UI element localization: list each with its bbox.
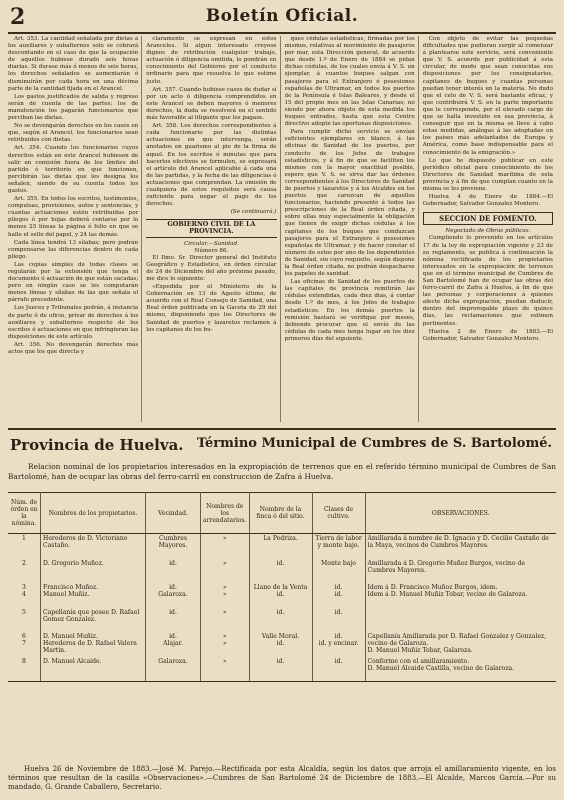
- cell-owner: Capellanía que posee D. Rafael Gomez Gonzalez.: [41, 608, 146, 633]
- cell-cultivation: Monte bajo: [312, 559, 365, 584]
- cell-owner: D. Manuel Alcaide.: [41, 657, 146, 682]
- paragraph: ques cédulas estadísticas, firmadas por los mismos, relativas al movimiento de pasajeros por mar, esta Dirección general, de acuerdo que desde 1.º de Enero de 1884 se pidan dichas cédulas, de los cuales envía á V. S. un ejemplar, á cuantos buques salgan con pasajeros para el Extranjero ó posesiones españolas de Ultramar, en todos los puertos de la Península é Islas Baleares, y desde el 15 del propio mes en las Islas Canarias; no siendo por ahora objeto de esta medida los buques entrados, hasta que esta Centro directivo adopte las oportunas disposiciones.: [284, 36, 415, 128]
- cell-observations: [365, 608, 556, 633]
- cell-tenant: »: [201, 608, 250, 633]
- cell-owner: Francisco Muñoz. Manuel Muñiz.: [41, 583, 146, 608]
- cell-owner: D. Manuel Muñiz. Herederos de D. Rafael Valera Martin.: [41, 632, 146, 657]
- cell-tenant: » »: [201, 583, 250, 608]
- cell-vecindad: id.: [146, 608, 201, 633]
- cell-cultivation: id.: [312, 608, 365, 633]
- cell-estate: Llano de la Venta id.: [249, 583, 312, 608]
- table-row: [8, 657, 556, 682]
- cell-observations: Idem á D. Francisco Muñoz Burgos, idem. Idem á D. Manuel Muñiz Tobar, vecino de Galaroza.: [367, 584, 528, 599]
- cell-tenant: »: [201, 657, 250, 682]
- newspaper-title: Boletín Oficial.: [205, 6, 359, 26]
- article-columns: [8, 36, 556, 422]
- cell-number: 6 7: [8, 632, 41, 657]
- paragraph: No se devengarán derechos en los casos en que, según el Arancel, los funcionarios sean retribuidos con dietas.: [8, 123, 139, 144]
- table-row: [8, 583, 556, 608]
- cell-observations: Amillarada á D. Gregorio Muñoz Burgos, vecino de Cumbres Mayores.: [367, 559, 525, 574]
- paragraph: «Expedida por el Ministerio de la Gobernación en 13 de Agosto último, de acuerdo con el Real Consejo de Sanidad, una Real órden publicada en la Gaceta de 29 del mismo, disponiendo que los Directores de Sanidad de puertos y lazaretos reclamen á los capitanes de los bu-: [146, 284, 277, 333]
- table-body: [8, 534, 556, 682]
- paragraph: Art. 357. Cuando hubiese casos de dudar si por un acto ó diligencia comprendidos en este Arancel se deben mayores ó menores derechos, la duda se resolverá en el sentido más favorable al litigante que los pagase.: [146, 86, 277, 122]
- col-header-vecindad: Vecindad.: [146, 493, 201, 534]
- province-title: Provincia de Huelva.: [10, 436, 184, 454]
- cell-number: 2: [8, 559, 41, 584]
- page-number: 2: [10, 4, 26, 30]
- cell-vecindad: id. Alajar.: [146, 632, 201, 657]
- column-1: [8, 36, 142, 422]
- paragraph: Con objeto de evitar las pequeñas dificultades que pudieran surgir al comenzar á plantearse este servicio, será conveniente que V. S. acuerde por publicidad á esta circular, de modo que sean conocidas sus disposiciones por los consignatarios, capitanes de buques y cuantas personas puedan tener interés en la materia. No dudo que el celo de V. S. será bastante eficaz, y que contribuirá V. S. en la parte importante que le corresponde, por el elevado cargo de que se halla investido en esa provincia, á conseguir que en la misma se lleve á cabo estas medidas, análogas á las adoptadas en los países más adelantados de Europa y América, como base indispensable para el conocimiento de la emigración.»: [422, 36, 553, 156]
- section-box-title: SECCION DE FOMENTO.: [423, 212, 553, 225]
- footnote: Huelva 26 de Noviembre de 1883.—José M. Parejo.—Rectificada por esta Alcaldía, según los datos que arroja el amillaramiento vigente, en los términos que resultan de la casilla «Observaciones».—Cumbres de San Bartolomé 24 de Diciembre de 1883.—El Alcalde, Marcos García.—Por su mandado, G. Grande Caballero, Secretario.: [8, 765, 556, 791]
- negociado-title: Negociado de Obras públicas.: [445, 228, 531, 235]
- relation-intro: Relacion nominal de los propietarios interesados en la expropiación de terrenos que en el referido término municipal de Cumbres de San Bartolomé, han de ocupar las obras del ferro-carril en construccion de Zafra á Huelva.: [8, 462, 556, 481]
- cell-cultivation: id. id. y encinar.: [312, 632, 365, 657]
- table-header-row: [8, 493, 556, 534]
- signature-line: Huelva 4 de Enero de 1884.—El Gobernador, Salvador Gonzalez Montero.: [422, 194, 553, 208]
- cell-observations: Capellanía Amillarada por D. Rafael Gonzalez y Gonzalez, vecino de Galaroza. D. Manuel Muñiz Tobar, Galaroza.: [367, 633, 547, 655]
- cell-number: 8: [8, 657, 41, 682]
- paragraph: claramente se expresan en estos Aranceles. Si algun interesado creyese dignos de retribución cualquier trabajo, actuación ó diligencia omitida, lo pondrán en conocimiento del Gobierno por el conducto ordinario para que resuelva lo que estime justo.: [146, 36, 277, 85]
- column-4: [423, 36, 556, 422]
- page-header: [8, 4, 556, 34]
- cell-owner: Herederos de D. Victoriano Castaño.: [41, 534, 146, 559]
- cell-estate: id.: [249, 608, 312, 633]
- cell-vecindad: id. Galaroza.: [146, 583, 201, 608]
- paragraph: El Ilmo. Sr. Director general del Instituto Geográfico y Estadístico, en órden circular de 24 de Diciembre del año próximo pasado, me dice lo siguiente:: [146, 254, 277, 282]
- cell-tenant: » »: [201, 632, 250, 657]
- col-header-cultivation: Clases de cultivo.: [312, 493, 365, 534]
- cell-cultivation: id.: [312, 657, 365, 682]
- cell-owner: D. Gregorio Muñoz.: [41, 559, 146, 584]
- paragraph: Lo que he dispuesto publicar en este periódico oficial para conocimiento de los Directores de Sanidad marítima de esta provincia y á fin de que cumplan cuanto en la misma se les previene.: [422, 157, 553, 192]
- col-header-tenants: Nombres de los arrendatarios.: [201, 493, 250, 534]
- table-row: [8, 534, 556, 559]
- cell-cultivation: Tierra de labor y monte bajo.: [312, 534, 365, 559]
- cell-estate: id.: [249, 657, 312, 682]
- col-header-estate: Nombre de la finca ó del sitio.: [249, 493, 312, 534]
- cell-estate: id.: [249, 559, 312, 584]
- paragraph: Art. 356. No devengarán derechos más actos que los que directa y: [8, 341, 139, 356]
- cell-estate: Valle Moral. id.: [249, 632, 312, 657]
- col-header-owners: Nombres de los propietarios.: [41, 493, 146, 534]
- circular-number: Número 86.: [194, 247, 229, 254]
- cell-tenant: »: [201, 534, 250, 559]
- circular-title: Circular.—Sanidad.: [183, 240, 239, 247]
- cell-observations: Amillarada á nombre de D. Ignacio y D. Cecilio Castaño de la Maya, vecinos de Cumbres Mayores.: [367, 535, 549, 550]
- column-3: [285, 36, 419, 422]
- cell-number: 3 4: [8, 583, 41, 608]
- paragraph: Las copias simples de todas clases se regularán por la extensión que tenga el documento ó actuación de que están sacadas; pero en ningún caso se les computarán menos líneas y sílabas de las que señala el párrafo precedente.: [8, 261, 139, 304]
- expropriation-section: [8, 428, 556, 794]
- cell-vecindad: Cumbres Mayores.: [146, 534, 201, 559]
- cell-vecindad: Galaroza.: [146, 657, 201, 682]
- cell-number: 5: [8, 608, 41, 633]
- paragraph: Para cumplir dicho servicio se envían suficientes ejemplares en blanco, á las oficinas de Sanidad de los puertos, por conducto de los Jefes de trabajos estadísticos, y á fin de que se faciliten los mismos con la mayor exactitud posible, espero que V. S. se sirva dar las órdenes correspondientes á los Directores de Sanidad de puertos y lazaretos y á los Alcaldes en los puertos que carezcan de aquellos funcionarios, haciendo presente á todos las prescripciones de la Real órden citada, y sobre ellas muy especialmente la obligación que tienen de exigir dichas cédulas á los capitanes de los buques que conduzcan pasajeros para el Extranjero ó posesiones españolas de Ultramar, y de hacer constar el número de estos por uno de los dependientes de Sanidad, sin cuyo requisito, según dispone la Real órden citada, no podrán despacharse los papeles de sanidad.: [284, 129, 415, 278]
- table-row: [8, 632, 556, 657]
- cell-number: 1: [8, 534, 41, 559]
- paragraph: Art. 355. En todos los escritos, testimonios, compulsas, provisiones, autos y sentencias, y cuantas actuaciones estén retribuidas por pliegos ó por hojas deberá contarse por lo menos 25 líneas la página ó folio en que se halle el sello del papel, y 24 las demás.: [8, 196, 139, 238]
- paragraph: Cumpliendo lo prevenido en los artículos 17 de la ley de expropiación vigente y 23 de su reglamento, se publica á continuación la nómina rectificada de los propietarios interesados en la expropiación de terrenos que en el término municipal de Cumbres de San Bartolomé han de ocupar las obras del ferro-carril de Zafra á Huelva, á fin de que las personas y corporaciones á quienes afecte dicha expropiación, puedan deducir, dentro del improrogable plazo de quince dias, las reclamaciones que estimen pertinentes.: [422, 235, 553, 327]
- continued-note: (Se continuará.): [230, 209, 277, 216]
- section-title: GOBIERNO CIVIL DE LA PROVINCIA.: [146, 219, 276, 237]
- col-header-observations: OBSERVACIONES.: [365, 493, 556, 534]
- col-header-number: Núm. de órden en la nómina.: [8, 493, 41, 534]
- paragraph: Los Jueces y Tribunales podrán, á instancia de parte ó de oficio, privar de derechos á los auxiliares y subalternos respecto de los escritos ó actuaciones en que infringieran las disposiciones de este artículo.: [8, 305, 139, 340]
- paragraph: Art. 353. La cantidad señalada por dietas á los auxiliares y subalternos solo se cobrará descontando en el caso de que la ocupación de aquellos hubiese durado seis horas diarias. Si durase más ó menos de seis horas, los derechos señalados se aumentarán ó disminuirán por cada hora en una décima parte de la cantidad fijada en el Arancel.: [8, 36, 139, 92]
- paragraph: Las oficinas de Sanidad de los puertos de las capitales de provincia remitirán las cédulas extendidas, cada diez dias, á contar desde 1.º de mes, á los Jefes de trabajos estadísticos. En los demás puertos la remisión bastará se verifique por meses, debiendo procurar que el envío de las cédulas de cada mes tenga lugar en los diez primeros dias del siguiente.: [284, 279, 415, 342]
- municipality-title: Término Municipal de Cumbres de S. Bartolomé.: [196, 436, 552, 451]
- paragraph: Art. 358. Los derechos correspondientes á cada funcionario por las distintas actuaciones en que intervenga, serán anotados en guarismo al pie de la firma de aquel. En los escritos ó minutas que para hacerlos efectivos se formulen, se expresará el artículo del Arancel aplicable á cada una de las partidas, y la fecha de las diligencias ó actuaciones que comprendan. La omisión de cualquiera de estos requisitos será causa suficiente para negar el pago de los derechos.: [146, 123, 277, 208]
- paragraph: Los gastos justificados de salida y regreso serán de cuenta de las partes; los de manutención los pagarán funcionarios que perciban las dietas.: [8, 93, 139, 122]
- table-row: [8, 559, 556, 584]
- signature-line: Huelva 2 de Enero de 1883.—El Gobernador, Salvador Gonzalez Montero.: [422, 328, 553, 342]
- cell-observations: Conforme con el amillaramiento. D. Manuel Alcaide Castilla, vecino de Galaroza.: [365, 657, 556, 682]
- owners-table: [8, 492, 556, 682]
- cell-cultivation: id. id.: [312, 583, 365, 608]
- table-row: [8, 608, 556, 633]
- cell-estate: La Pedriza.: [249, 534, 312, 559]
- column-2: [146, 36, 280, 422]
- cell-tenant: »: [201, 559, 250, 584]
- paragraph: Art. 354. Cuando los funcionarios cuyos derechos están en este Arancel hubiesen de salir en comisión fuera de los límites del partido ó territorio en que funcionen, percibirán las dietas que les designa los señalen, siendo de su cuenta todos los gastos.: [8, 145, 139, 194]
- cell-vecindad: id.: [146, 559, 201, 584]
- paragraph: Cada línea tendrá 13 sílabas; pero podrán compensarse las diferencias dentro de cada pliego.: [8, 239, 139, 260]
